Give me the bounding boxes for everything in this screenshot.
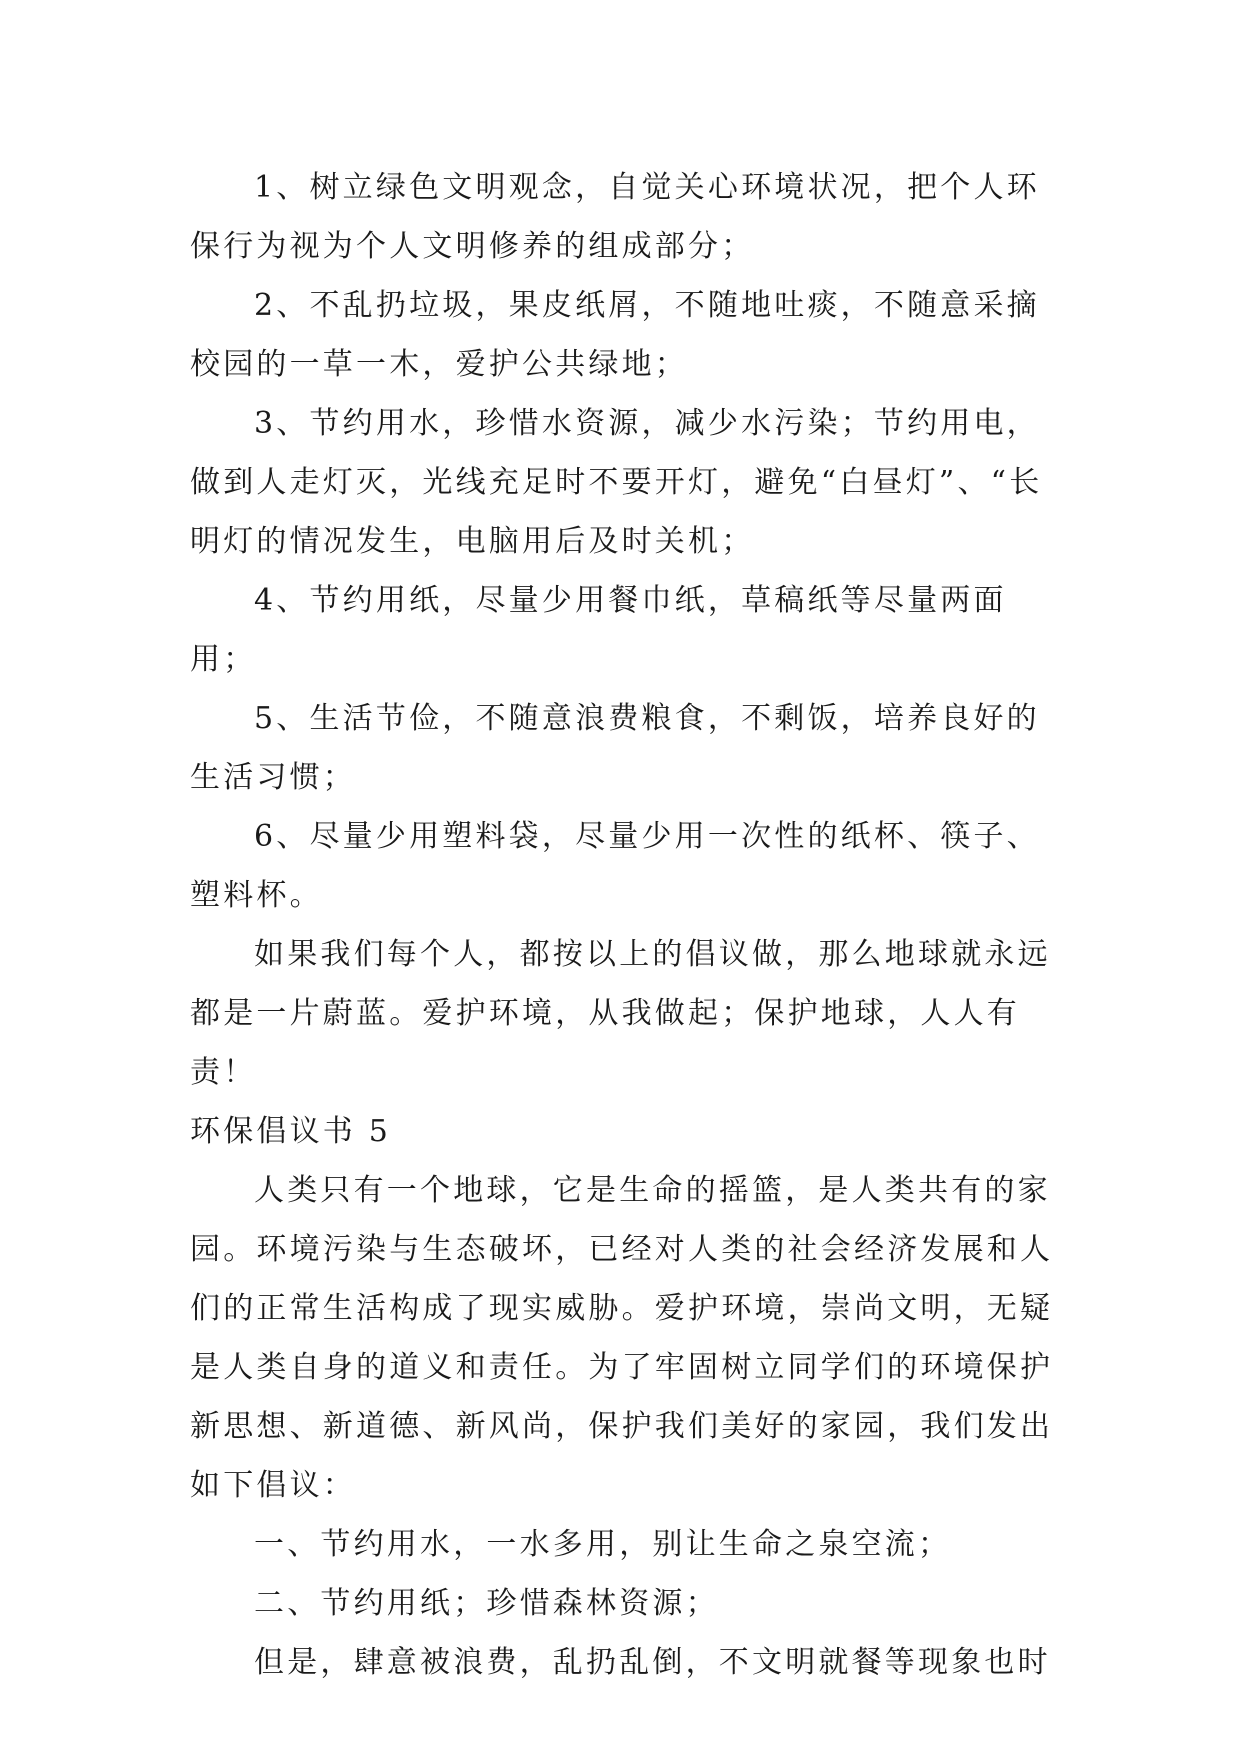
document-page (190, 158, 1060, 1692)
paragraph-proposal-1: 一、节约用水，一水多用，别让生命之泉空流； (254, 1527, 952, 1562)
paragraph-closing: 如果我们每个人，都按以上的倡议做，那么地球就永远都是一片蔚蓝。爱护环境，从我做起；保护地球，人人有责！ (190, 937, 1051, 1090)
paragraph-continued: 但是，肆意被浪费，乱扔乱倒，不文明就餐等现象也时 (254, 1645, 1051, 1680)
paragraph-item-2: 2、不乱扔垃圾，果皮纸屑，不随地吐痰，不随意采摘校园的一草一木，爱护公共绿地； (190, 288, 1040, 382)
section-heading: 环保倡议书 5 (190, 1114, 392, 1149)
paragraph-item-4: 4、节约用纸，尽量少用餐巾纸，草稿纸等尽量两面用； (190, 583, 1007, 677)
paragraph-item-5: 5、生活节俭，不随意浪费粮食，不剩饭，培养良好的生活习惯； (190, 701, 1040, 795)
paragraph-intro: 人类只有一个地球，它是生命的摇篮，是人类共有的家园。环境污染与生态破坏，已经对人类的社会经济发展和人们的正常生活构成了现实威胁。爱护环境，崇尚文明，无疑是人类自身的道义和责任。为了牢固树立同学们的环境保护新思想、新道德、新风尚，保护我们美好的家园，我们发出如下倡议： (190, 1173, 1054, 1503)
paragraph-item-6: 6、尽量少用塑料袋，尽量少用一次性的纸杯、筷子、塑料杯。 (190, 819, 1040, 913)
paragraph-proposal-2: 二、节约用纸；珍惜森林资源； (254, 1586, 719, 1621)
paragraph-item-1: 1、树立绿色文明观念，自觉关心环境状况，把个人环保行为视为个人文明修养的组成部分； (190, 170, 1040, 264)
paragraph-item-3: 3、节约用水，珍惜水资源，减少水污染；节约用电，做到人走灯灭，光线充足时不要开灯，避免“白昼灯”、“长明灯的情况发生，电脑用后及时关机； (190, 406, 1043, 559)
